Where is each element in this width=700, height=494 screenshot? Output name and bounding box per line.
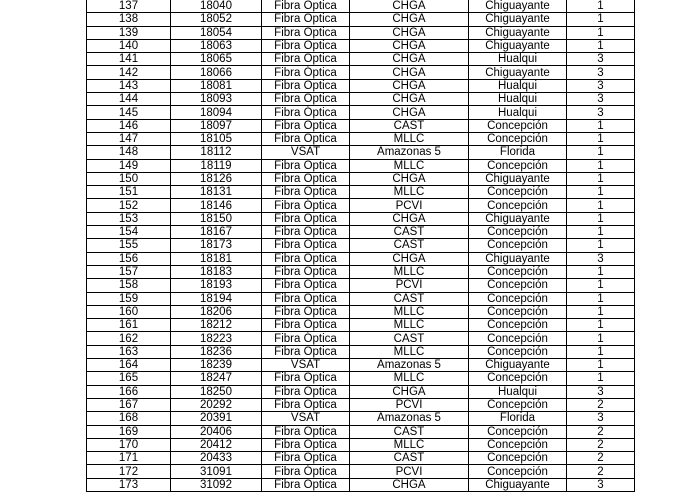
priority-cell: 3 xyxy=(567,478,635,491)
table-row xyxy=(87,239,635,252)
priority-cell: 1 xyxy=(567,305,635,318)
node-cell: PCVI xyxy=(350,465,469,478)
row-number-cell: 156 xyxy=(87,252,171,265)
row-number-cell: 171 xyxy=(87,452,171,465)
link-type-cell: Fibra Óptica xyxy=(262,93,350,106)
row-number-cell: 139 xyxy=(87,26,171,39)
site-code-cell: 18126 xyxy=(171,172,262,185)
site-code-cell: 18146 xyxy=(171,199,262,212)
commune-cell: Concepción xyxy=(469,398,567,411)
row-number-cell: 168 xyxy=(87,412,171,425)
row-number-cell: 157 xyxy=(87,265,171,278)
commune-cell: Concepción xyxy=(469,319,567,332)
site-code-cell: 18094 xyxy=(171,106,262,119)
site-code-cell: 18065 xyxy=(171,53,262,66)
commune-cell: Chiguayante xyxy=(469,26,567,39)
link-type-cell: Fibra Óptica xyxy=(262,212,350,225)
row-number-cell: 162 xyxy=(87,332,171,345)
site-code-cell: 18105 xyxy=(171,132,262,145)
table-row xyxy=(87,132,635,145)
priority-cell: 2 xyxy=(567,438,635,451)
link-type-cell: VSAT xyxy=(262,146,350,159)
priority-cell: 3 xyxy=(567,106,635,119)
commune-cell: Hualqui xyxy=(469,93,567,106)
node-cell: Amazonas 5 xyxy=(350,359,469,372)
site-code-cell: 31091 xyxy=(171,465,262,478)
node-cell: PCVI xyxy=(350,279,469,292)
commune-cell: Hualqui xyxy=(469,385,567,398)
table-row xyxy=(87,13,635,26)
row-number-cell: 164 xyxy=(87,359,171,372)
link-type-cell: Fibra Óptica xyxy=(262,279,350,292)
link-type-cell: Fibra Óptica xyxy=(262,452,350,465)
site-code-cell: 18040 xyxy=(171,0,262,13)
node-cell: PCVI xyxy=(350,199,469,212)
row-number-cell: 140 xyxy=(87,39,171,52)
site-code-cell: 18052 xyxy=(171,13,262,26)
node-cell: CHGA xyxy=(350,478,469,491)
node-cell: MLLC xyxy=(350,159,469,172)
table-row xyxy=(87,53,635,66)
priority-cell: 3 xyxy=(567,412,635,425)
node-cell: CHGA xyxy=(350,13,469,26)
table-body xyxy=(87,0,635,491)
row-number-cell: 144 xyxy=(87,93,171,106)
link-type-cell: Fibra Óptica xyxy=(262,172,350,185)
table-row xyxy=(87,279,635,292)
table-row xyxy=(87,359,635,372)
commune-cell: Concepción xyxy=(469,305,567,318)
site-code-cell: 18112 xyxy=(171,146,262,159)
link-type-cell: Fibra Óptica xyxy=(262,13,350,26)
commune-cell: Concepción xyxy=(469,279,567,292)
site-code-cell: 20433 xyxy=(171,452,262,465)
row-number-cell: 147 xyxy=(87,132,171,145)
commune-cell: Florida xyxy=(469,412,567,425)
site-code-cell: 18250 xyxy=(171,385,262,398)
priority-cell: 1 xyxy=(567,319,635,332)
commune-cell: Hualqui xyxy=(469,79,567,92)
row-number-cell: 143 xyxy=(87,79,171,92)
link-type-cell: Fibra Óptica xyxy=(262,159,350,172)
table-row xyxy=(87,292,635,305)
link-type-cell: Fibra Óptica xyxy=(262,199,350,212)
link-type-cell: Fibra Óptica xyxy=(262,425,350,438)
priority-cell: 2 xyxy=(567,425,635,438)
link-type-cell: VSAT xyxy=(262,359,350,372)
site-code-cell: 18212 xyxy=(171,319,262,332)
table-row xyxy=(87,119,635,132)
node-cell: Amazonas 5 xyxy=(350,146,469,159)
priority-cell: 3 xyxy=(567,53,635,66)
node-cell: CAST xyxy=(350,226,469,239)
node-cell: CHGA xyxy=(350,66,469,79)
table-row xyxy=(87,172,635,185)
priority-cell: 1 xyxy=(567,39,635,52)
table-row xyxy=(87,385,635,398)
table-row xyxy=(87,79,635,92)
node-cell: CHGA xyxy=(350,212,469,225)
link-type-cell: Fibra Óptica xyxy=(262,332,350,345)
link-type-cell: Fibra Óptica xyxy=(262,53,350,66)
link-type-cell: Fibra Óptica xyxy=(262,132,350,145)
table-row xyxy=(87,438,635,451)
site-code-cell: 20292 xyxy=(171,398,262,411)
node-cell: CHGA xyxy=(350,53,469,66)
row-number-cell: 142 xyxy=(87,66,171,79)
site-code-cell: 18181 xyxy=(171,252,262,265)
node-cell: MLLC xyxy=(350,265,469,278)
priority-cell: 1 xyxy=(567,172,635,185)
table-row xyxy=(87,106,635,119)
priority-cell: 1 xyxy=(567,212,635,225)
site-code-cell: 18097 xyxy=(171,119,262,132)
priority-cell: 1 xyxy=(567,332,635,345)
link-type-cell: Fibra Óptica xyxy=(262,226,350,239)
table-row xyxy=(87,345,635,358)
commune-cell: Hualqui xyxy=(469,53,567,66)
link-type-cell: Fibra Óptica xyxy=(262,319,350,332)
priority-cell: 1 xyxy=(567,359,635,372)
table-row xyxy=(87,398,635,411)
table-row xyxy=(87,478,635,491)
commune-cell: Chiguayante xyxy=(469,252,567,265)
row-number-cell: 161 xyxy=(87,319,171,332)
table-row xyxy=(87,0,635,13)
priority-cell: 1 xyxy=(567,13,635,26)
row-number-cell: 165 xyxy=(87,372,171,385)
node-cell: CHGA xyxy=(350,106,469,119)
priority-cell: 1 xyxy=(567,226,635,239)
commune-cell: Concepción xyxy=(469,226,567,239)
priority-cell: 1 xyxy=(567,0,635,13)
commune-cell: Florida xyxy=(469,146,567,159)
link-type-cell: Fibra Óptica xyxy=(262,305,350,318)
commune-cell: Concepción xyxy=(469,159,567,172)
node-cell: MLLC xyxy=(350,372,469,385)
commune-cell: Concepción xyxy=(469,199,567,212)
row-number-cell: 151 xyxy=(87,186,171,199)
commune-cell: Concepción xyxy=(469,438,567,451)
node-cell: CAST xyxy=(350,119,469,132)
link-type-cell: Fibra Óptica xyxy=(262,66,350,79)
table-row xyxy=(87,465,635,478)
node-cell: MLLC xyxy=(350,305,469,318)
commune-cell: Concepción xyxy=(469,425,567,438)
priority-cell: 1 xyxy=(567,372,635,385)
priority-cell: 2 xyxy=(567,465,635,478)
commune-cell: Concepción xyxy=(469,345,567,358)
node-cell: MLLC xyxy=(350,186,469,199)
link-type-cell: Fibra Óptica xyxy=(262,478,350,491)
priority-cell: 1 xyxy=(567,345,635,358)
node-cell: MLLC xyxy=(350,438,469,451)
node-cell: MLLC xyxy=(350,345,469,358)
node-cell: CAST xyxy=(350,332,469,345)
table-row xyxy=(87,186,635,199)
table-row xyxy=(87,66,635,79)
table-row xyxy=(87,332,635,345)
site-code-cell: 18239 xyxy=(171,359,262,372)
link-type-cell: Fibra Óptica xyxy=(262,79,350,92)
link-type-cell: Fibra Óptica xyxy=(262,239,350,252)
commune-cell: Chiguayante xyxy=(469,172,567,185)
node-cell: CAST xyxy=(350,425,469,438)
table-row xyxy=(87,412,635,425)
link-type-cell: Fibra Óptica xyxy=(262,26,350,39)
row-number-cell: 169 xyxy=(87,425,171,438)
priority-cell: 1 xyxy=(567,159,635,172)
commune-cell: Hualqui xyxy=(469,106,567,119)
node-cell: CAST xyxy=(350,452,469,465)
link-type-cell: Fibra Óptica xyxy=(262,438,350,451)
site-code-cell: 18054 xyxy=(171,26,262,39)
link-type-cell: Fibra Óptica xyxy=(262,39,350,52)
data-table xyxy=(86,0,635,492)
node-cell: CHGA xyxy=(350,0,469,13)
node-cell: CAST xyxy=(350,292,469,305)
table-row xyxy=(87,26,635,39)
table-row xyxy=(87,146,635,159)
commune-cell: Concepción xyxy=(469,292,567,305)
priority-cell: 1 xyxy=(567,186,635,199)
priority-cell: 3 xyxy=(567,79,635,92)
row-number-cell: 167 xyxy=(87,398,171,411)
priority-cell: 1 xyxy=(567,292,635,305)
table-row xyxy=(87,425,635,438)
node-cell: MLLC xyxy=(350,319,469,332)
site-code-cell: 18066 xyxy=(171,66,262,79)
row-number-cell: 155 xyxy=(87,239,171,252)
priority-cell: 1 xyxy=(567,26,635,39)
commune-cell: Concepción xyxy=(469,452,567,465)
commune-cell: Concepción xyxy=(469,332,567,345)
row-number-cell: 172 xyxy=(87,465,171,478)
node-cell: CHGA xyxy=(350,172,469,185)
row-number-cell: 146 xyxy=(87,119,171,132)
row-number-cell: 150 xyxy=(87,172,171,185)
row-number-cell: 153 xyxy=(87,212,171,225)
table-row xyxy=(87,252,635,265)
link-type-cell: Fibra Óptica xyxy=(262,106,350,119)
link-type-cell: Fibra Óptica xyxy=(262,292,350,305)
site-code-cell: 18119 xyxy=(171,159,262,172)
link-type-cell: Fibra Óptica xyxy=(262,385,350,398)
row-number-cell: 166 xyxy=(87,385,171,398)
table-row xyxy=(87,452,635,465)
commune-cell: Chiguayante xyxy=(469,359,567,372)
row-number-cell: 149 xyxy=(87,159,171,172)
commune-cell: Concepción xyxy=(469,239,567,252)
row-number-cell: 152 xyxy=(87,199,171,212)
commune-cell: Concepción xyxy=(469,186,567,199)
table-row xyxy=(87,265,635,278)
site-code-cell: 20391 xyxy=(171,412,262,425)
priority-cell: 1 xyxy=(567,132,635,145)
commune-cell: Chiguayante xyxy=(469,13,567,26)
site-code-cell: 18150 xyxy=(171,212,262,225)
row-number-cell: 170 xyxy=(87,438,171,451)
site-code-cell: 18093 xyxy=(171,93,262,106)
site-code-cell: 18236 xyxy=(171,345,262,358)
link-type-cell: Fibra Óptica xyxy=(262,372,350,385)
site-code-cell: 18247 xyxy=(171,372,262,385)
commune-cell: Chiguayante xyxy=(469,66,567,79)
node-cell: CHGA xyxy=(350,385,469,398)
table-row xyxy=(87,226,635,239)
table-row xyxy=(87,39,635,52)
table-row xyxy=(87,93,635,106)
priority-cell: 1 xyxy=(567,265,635,278)
commune-cell: Chiguayante xyxy=(469,212,567,225)
row-number-cell: 145 xyxy=(87,106,171,119)
node-cell: CHGA xyxy=(350,252,469,265)
node-cell: CHGA xyxy=(350,26,469,39)
site-code-cell: 18063 xyxy=(171,39,262,52)
site-code-cell: 18183 xyxy=(171,265,262,278)
link-type-cell: Fibra Óptica xyxy=(262,265,350,278)
row-number-cell: 160 xyxy=(87,305,171,318)
priority-cell: 2 xyxy=(567,452,635,465)
node-cell: CAST xyxy=(350,239,469,252)
priority-cell: 2 xyxy=(567,398,635,411)
commune-cell: Concepción xyxy=(469,265,567,278)
priority-cell: 1 xyxy=(567,199,635,212)
node-cell: PCVI xyxy=(350,398,469,411)
node-cell: CHGA xyxy=(350,93,469,106)
site-code-cell: 18223 xyxy=(171,332,262,345)
link-type-cell: Fibra Óptica xyxy=(262,252,350,265)
priority-cell: 1 xyxy=(567,239,635,252)
link-type-cell: VSAT xyxy=(262,412,350,425)
site-code-cell: 18206 xyxy=(171,305,262,318)
table-row xyxy=(87,159,635,172)
priority-cell: 1 xyxy=(567,279,635,292)
priority-cell: 1 xyxy=(567,146,635,159)
row-number-cell: 159 xyxy=(87,292,171,305)
node-cell: CHGA xyxy=(350,79,469,92)
site-code-cell: 18167 xyxy=(171,226,262,239)
table-row xyxy=(87,372,635,385)
link-type-cell: Fibra Óptica xyxy=(262,398,350,411)
row-number-cell: 138 xyxy=(87,13,171,26)
site-code-cell: 18173 xyxy=(171,239,262,252)
link-type-cell: Fibra Óptica xyxy=(262,345,350,358)
priority-cell: 3 xyxy=(567,66,635,79)
commune-cell: Chiguayante xyxy=(469,0,567,13)
row-number-cell: 163 xyxy=(87,345,171,358)
site-code-cell: 18081 xyxy=(171,79,262,92)
link-type-cell: Fibra Óptica xyxy=(262,465,350,478)
commune-cell: Concepción xyxy=(469,372,567,385)
row-number-cell: 158 xyxy=(87,279,171,292)
site-code-cell: 20406 xyxy=(171,425,262,438)
link-type-cell: Fibra Óptica xyxy=(262,119,350,132)
priority-cell: 3 xyxy=(567,385,635,398)
table-row xyxy=(87,319,635,332)
table-row xyxy=(87,199,635,212)
commune-cell: Concepción xyxy=(469,119,567,132)
commune-cell: Chiguayante xyxy=(469,39,567,52)
commune-cell: Concepción xyxy=(469,465,567,478)
priority-cell: 1 xyxy=(567,119,635,132)
row-number-cell: 141 xyxy=(87,53,171,66)
node-cell: CHGA xyxy=(350,39,469,52)
commune-cell: Concepción xyxy=(469,132,567,145)
commune-cell: Chiguayante xyxy=(469,478,567,491)
node-cell: MLLC xyxy=(350,132,469,145)
site-code-cell: 18193 xyxy=(171,279,262,292)
site-code-cell: 31092 xyxy=(171,478,262,491)
site-code-cell: 18194 xyxy=(171,292,262,305)
node-cell: Amazonas 5 xyxy=(350,412,469,425)
priority-cell: 3 xyxy=(567,93,635,106)
table-row xyxy=(87,212,635,225)
row-number-cell: 137 xyxy=(87,0,171,13)
row-number-cell: 154 xyxy=(87,226,171,239)
row-number-cell: 148 xyxy=(87,146,171,159)
priority-cell: 3 xyxy=(567,252,635,265)
table-row xyxy=(87,305,635,318)
site-code-cell: 20412 xyxy=(171,438,262,451)
row-number-cell: 173 xyxy=(87,478,171,491)
link-type-cell: Fibra Óptica xyxy=(262,0,350,13)
site-code-cell: 18131 xyxy=(171,186,262,199)
link-type-cell: Fibra Óptica xyxy=(262,186,350,199)
